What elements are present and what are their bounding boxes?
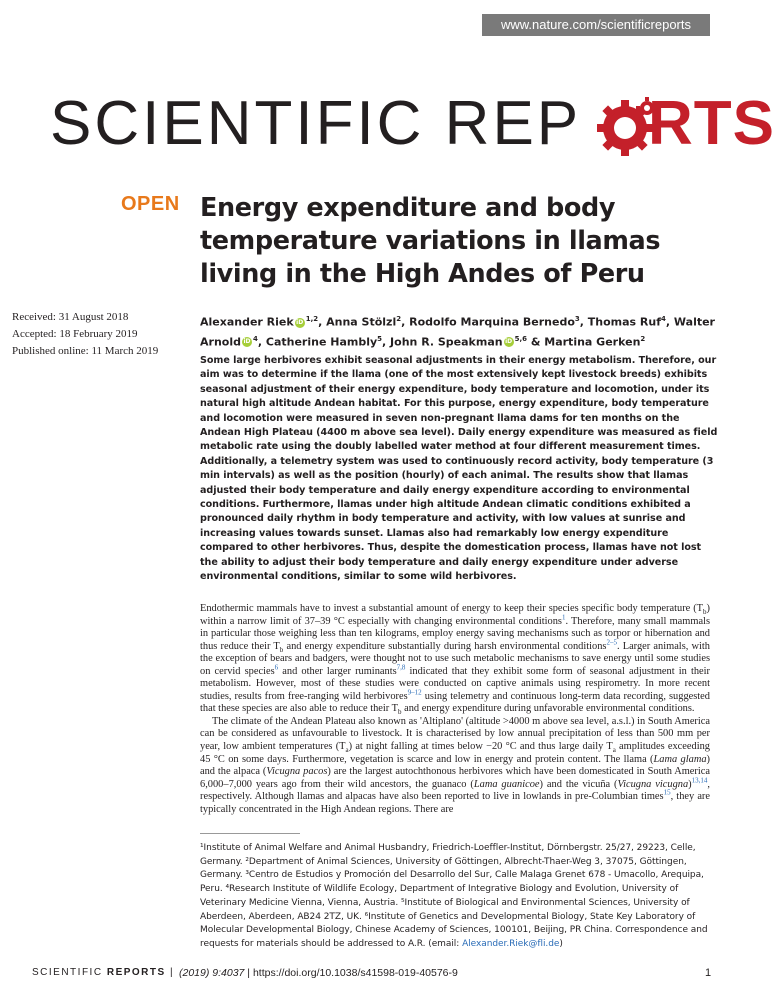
orcid-icon[interactable]: iD xyxy=(505,338,513,346)
page-footer xyxy=(22,967,742,983)
orcid-icon[interactable]: iD xyxy=(243,338,251,346)
open-access-badge: OPEN xyxy=(121,193,180,215)
received-date: Received: 31 August 2018 xyxy=(12,311,129,323)
author-name[interactable]: Alexander Riek xyxy=(200,315,294,329)
journal-logo xyxy=(50,84,775,164)
author-affiliation-number: 2 xyxy=(640,334,646,343)
footer-journal-name: SCIENTIFIC REPORTS | xyxy=(32,967,175,978)
author-name[interactable]: Rodolfo Marquina Bernedo xyxy=(409,315,575,329)
author-affiliation-number: 5 xyxy=(377,334,383,343)
author-affiliation-number: 3 xyxy=(574,315,580,323)
article-title: Energy expenditure and body temperature variations in llamas living in the High Andes of Peru xyxy=(200,193,661,289)
author-name[interactable]: Walter Arnold xyxy=(200,315,715,349)
journal-name-part1: SCIENTIFIC REP xyxy=(50,89,582,158)
reference-link[interactable]: 1 xyxy=(561,613,566,622)
orcid-icon[interactable]: iD xyxy=(296,318,304,326)
author-name[interactable]: Martina Gerken xyxy=(544,335,641,349)
author-name[interactable]: John R. Speakman xyxy=(390,335,503,349)
author-name[interactable]: Catherine Hambly xyxy=(265,335,378,349)
doi-link[interactable]: | https://doi.org/10.1038/s41598-019-40576-9 xyxy=(244,967,458,979)
accepted-date: Accepted: 18 February 2019 xyxy=(12,328,138,340)
author-affiliation-number: 2 xyxy=(396,315,402,323)
author-affiliation-number: 4 xyxy=(661,315,666,323)
author-affiliation-number: 5,6 xyxy=(514,334,527,343)
reference-link[interactable]: 9–12 xyxy=(407,688,422,697)
author-name[interactable]: Thomas Ruf xyxy=(587,315,662,329)
article-dates xyxy=(12,309,192,360)
reference-link[interactable]: 15 xyxy=(663,788,671,797)
footer-citation: (2019) 9:4037 | https://doi.org/10.1038/s41598-019-40576-9 xyxy=(179,967,458,979)
body-paragraph-2: The climate of the Andean Plateau also known as 'Altiplano' (altitude >4000 m above sea level, a.s.l.) in South America can be considered as unfavourable to livestock. It is characterised by low annual precipitation of less than 500 mm per year, low ambient temperatures $(T_a)$ at night falling at times below −20 °C and thus large daily $T_a$ amplitudes exceeding 45 °C on some days. Furthermore, vegetation is scarce and low in energy and protein content. The llama (Lama glama) and the alpaca (Vicugna pacos) are the largest autochthonous herbivores which have been domesticated in South America 6,000–7,000 years ago from their wild ancestors, the guanaco (Lama guanicoe) and the vicuña (Vicugna vicugna)$^{13,14}$, respectively. Although llamas and alpacas have also been reported to live in lowlands in pre-Columbian times$^{15}$, they are typically concentrated in the High Andean regions. There are xyxy=(200,715,710,815)
journal-name-part2: RTS xyxy=(648,89,775,158)
affiliation-divider xyxy=(200,833,300,834)
reference-link[interactable]: 7,8 xyxy=(396,663,406,672)
author-list: Alexander Riek iD $^{1,2}$, Anna Stölzl$^2$, Rodolfo Marquina Bernedo$^3$, Thomas Ruf$^4$, Walter Arnold iD $^4$, Catherine Hambly$^5$, John R. Speakman iD $^{5,6}$ & Martina Gerken$^2$ xyxy=(200,315,715,349)
reference-link[interactable]: 2–5 xyxy=(606,638,617,647)
reference-link[interactable]: 6 xyxy=(274,663,279,672)
author-name[interactable]: Anna Stölzl xyxy=(326,315,397,329)
journal-url-banner[interactable]: www.nature.com/scientificreports xyxy=(482,14,710,36)
author-affiliation-number: 1,2 xyxy=(305,315,319,323)
article-body xyxy=(200,603,710,816)
page-number: 1 xyxy=(705,967,712,979)
author-affiliation-number: 4 xyxy=(252,334,258,343)
reference-link[interactable]: 13,14 xyxy=(691,776,708,785)
affiliations: ¹Institute of Animal Welfare and Animal Husbandry, Friedrich-Loeffler-Institut, Dörnbergstr. 25/27, 29223, Celle, Germany. ²Department of Animal Sciences, University of Göttingen, Albrecht-Thaer-Weg 3, 37075, Göttingen, Germany. ³Centro de Estudios y Promoción del Desarrollo del Sur, Calle Malaga Grenet 678 - Umacollo, Arequipa, Peru. ⁴Research Institute of Wildlife Ecology, Department of Integrative Biology and Evolution, University of Veterinary Medicine Vienna, Vienna, Austria. ⁵Institute of Biological and Environmental Sciences, University of Aberdeen, Aberdeen, AB24 2TZ, UK. ⁶Institute of Genetics and Developmental Biology, State Key Laboratory of Molecular Developmental Biology, Chinese Academy of Sciences, 100101, Beijing, PR China. Correspondence and requests for materials should be addressed to A.R. (email: Alexander.Riek@fli.de) xyxy=(200,843,708,949)
published-date: Published online: 11 March 2019 xyxy=(12,345,159,357)
body-paragraph-1: Endothermic mammals have to invest a substantial amount of energy to keep their species specific body temperature $(T_b)$ within a narrow limit of 37–39 °C especially with changing environmental conditions$^1$. Therefore, many small mammals in particular those weighing less than ten kilograms, employ energy saving mechanisms such as torpor or hibernation and thus reduce their $T_b$ and energy expenditure substantially during harsh environmental conditions$^{2-5}$. Larger animals, with the exception of bears and badgers, were thought not to use such metabolic mechanisms to save energy until some studies on cervid species$^6$ and other larger ruminants$^{7,8}$ indicated that they exhibit some form of seasonal adjustment in their metabolism. However, most of these studies were conducted on captive animals using respirometry. In more recent studies, results from free-ranging wild herbivores$^{9-12}$ using telemetry and continuous long-term data recording, suggested that these species are also able to reduce their $T_b$ and energy expenditure during unfavorable environmental conditions. xyxy=(200,603,710,717)
abstract: Some large herbivores exhibit seasonal adjustments in their energy metabolism. Therefore, our aim was to determine if the llama (one of the most extensively kept livestock breeds) exhibits seasonal adjustment of their energy expenditure, body temperature and locomotion, under its natural high altitude Andean habitat. For this purpose, energy expenditure, body temperature and locomotion were measured in seven non-pregnant llama dams for ten months on the Andean High Plateau (4400 m above sea level). Daily energy expenditure was measured as field metabolic rate using the doubly labelled water method at four different measurement times. Additionally, a telemetry system was used to continuously record activity, body temperature (3 min intervals) as well as the position (hourly) of each animal. The results show that llamas adjusted their body temperature and daily energy expenditure according to environmental conditions. Furthermore, llamas under high altitude Andean climatic conditions exhibited a pronounced daily rhythm in body temperature and activity, with low values at sunrise and increasing values towards sunset. Llamas also had remarkably low energy expenditure compared to other herbivores. Thus, despite the domestication process, llamas have not lost the ability to adjust their body temperature and daily energy expenditure under adverse environmental conditions, similar to some wild herbivores. xyxy=(200,355,718,583)
correspondence-email-link[interactable]: Alexander.Riek@fli.de xyxy=(462,938,560,949)
